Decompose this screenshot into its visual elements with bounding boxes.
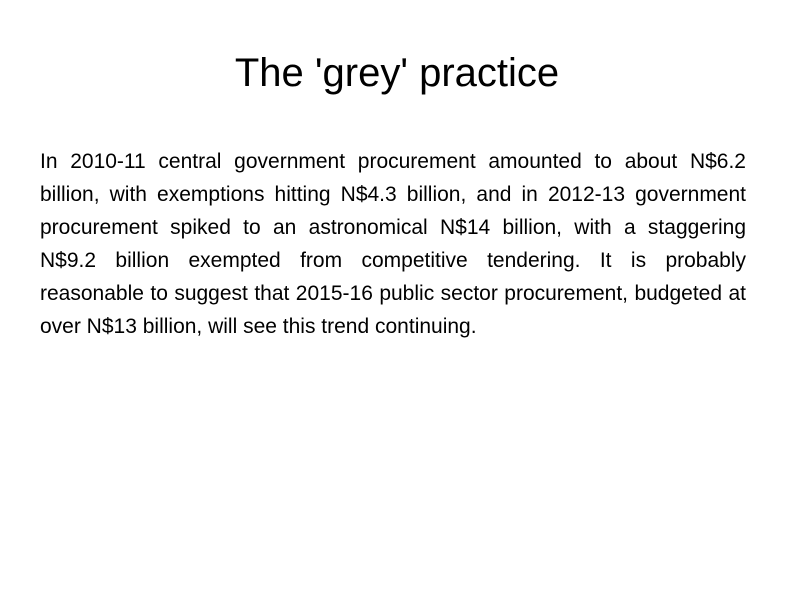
slide-body-text: In 2010-11 central government procurement amounted to about N$6.2 billion, with exemptions hitting N$4.3 billion, and in 2012-13 government procurement spiked to an astronomical N$14 billion, with a staggering N$9.2 billion exempted from competitive tendering. It is probably reasonable to suggest that 2015-16 public sector procurement, budgeted at over N$13 billion, will see this trend continuing.: [40, 150, 746, 338]
slide-title: The 'grey' practice: [234, 51, 560, 95]
